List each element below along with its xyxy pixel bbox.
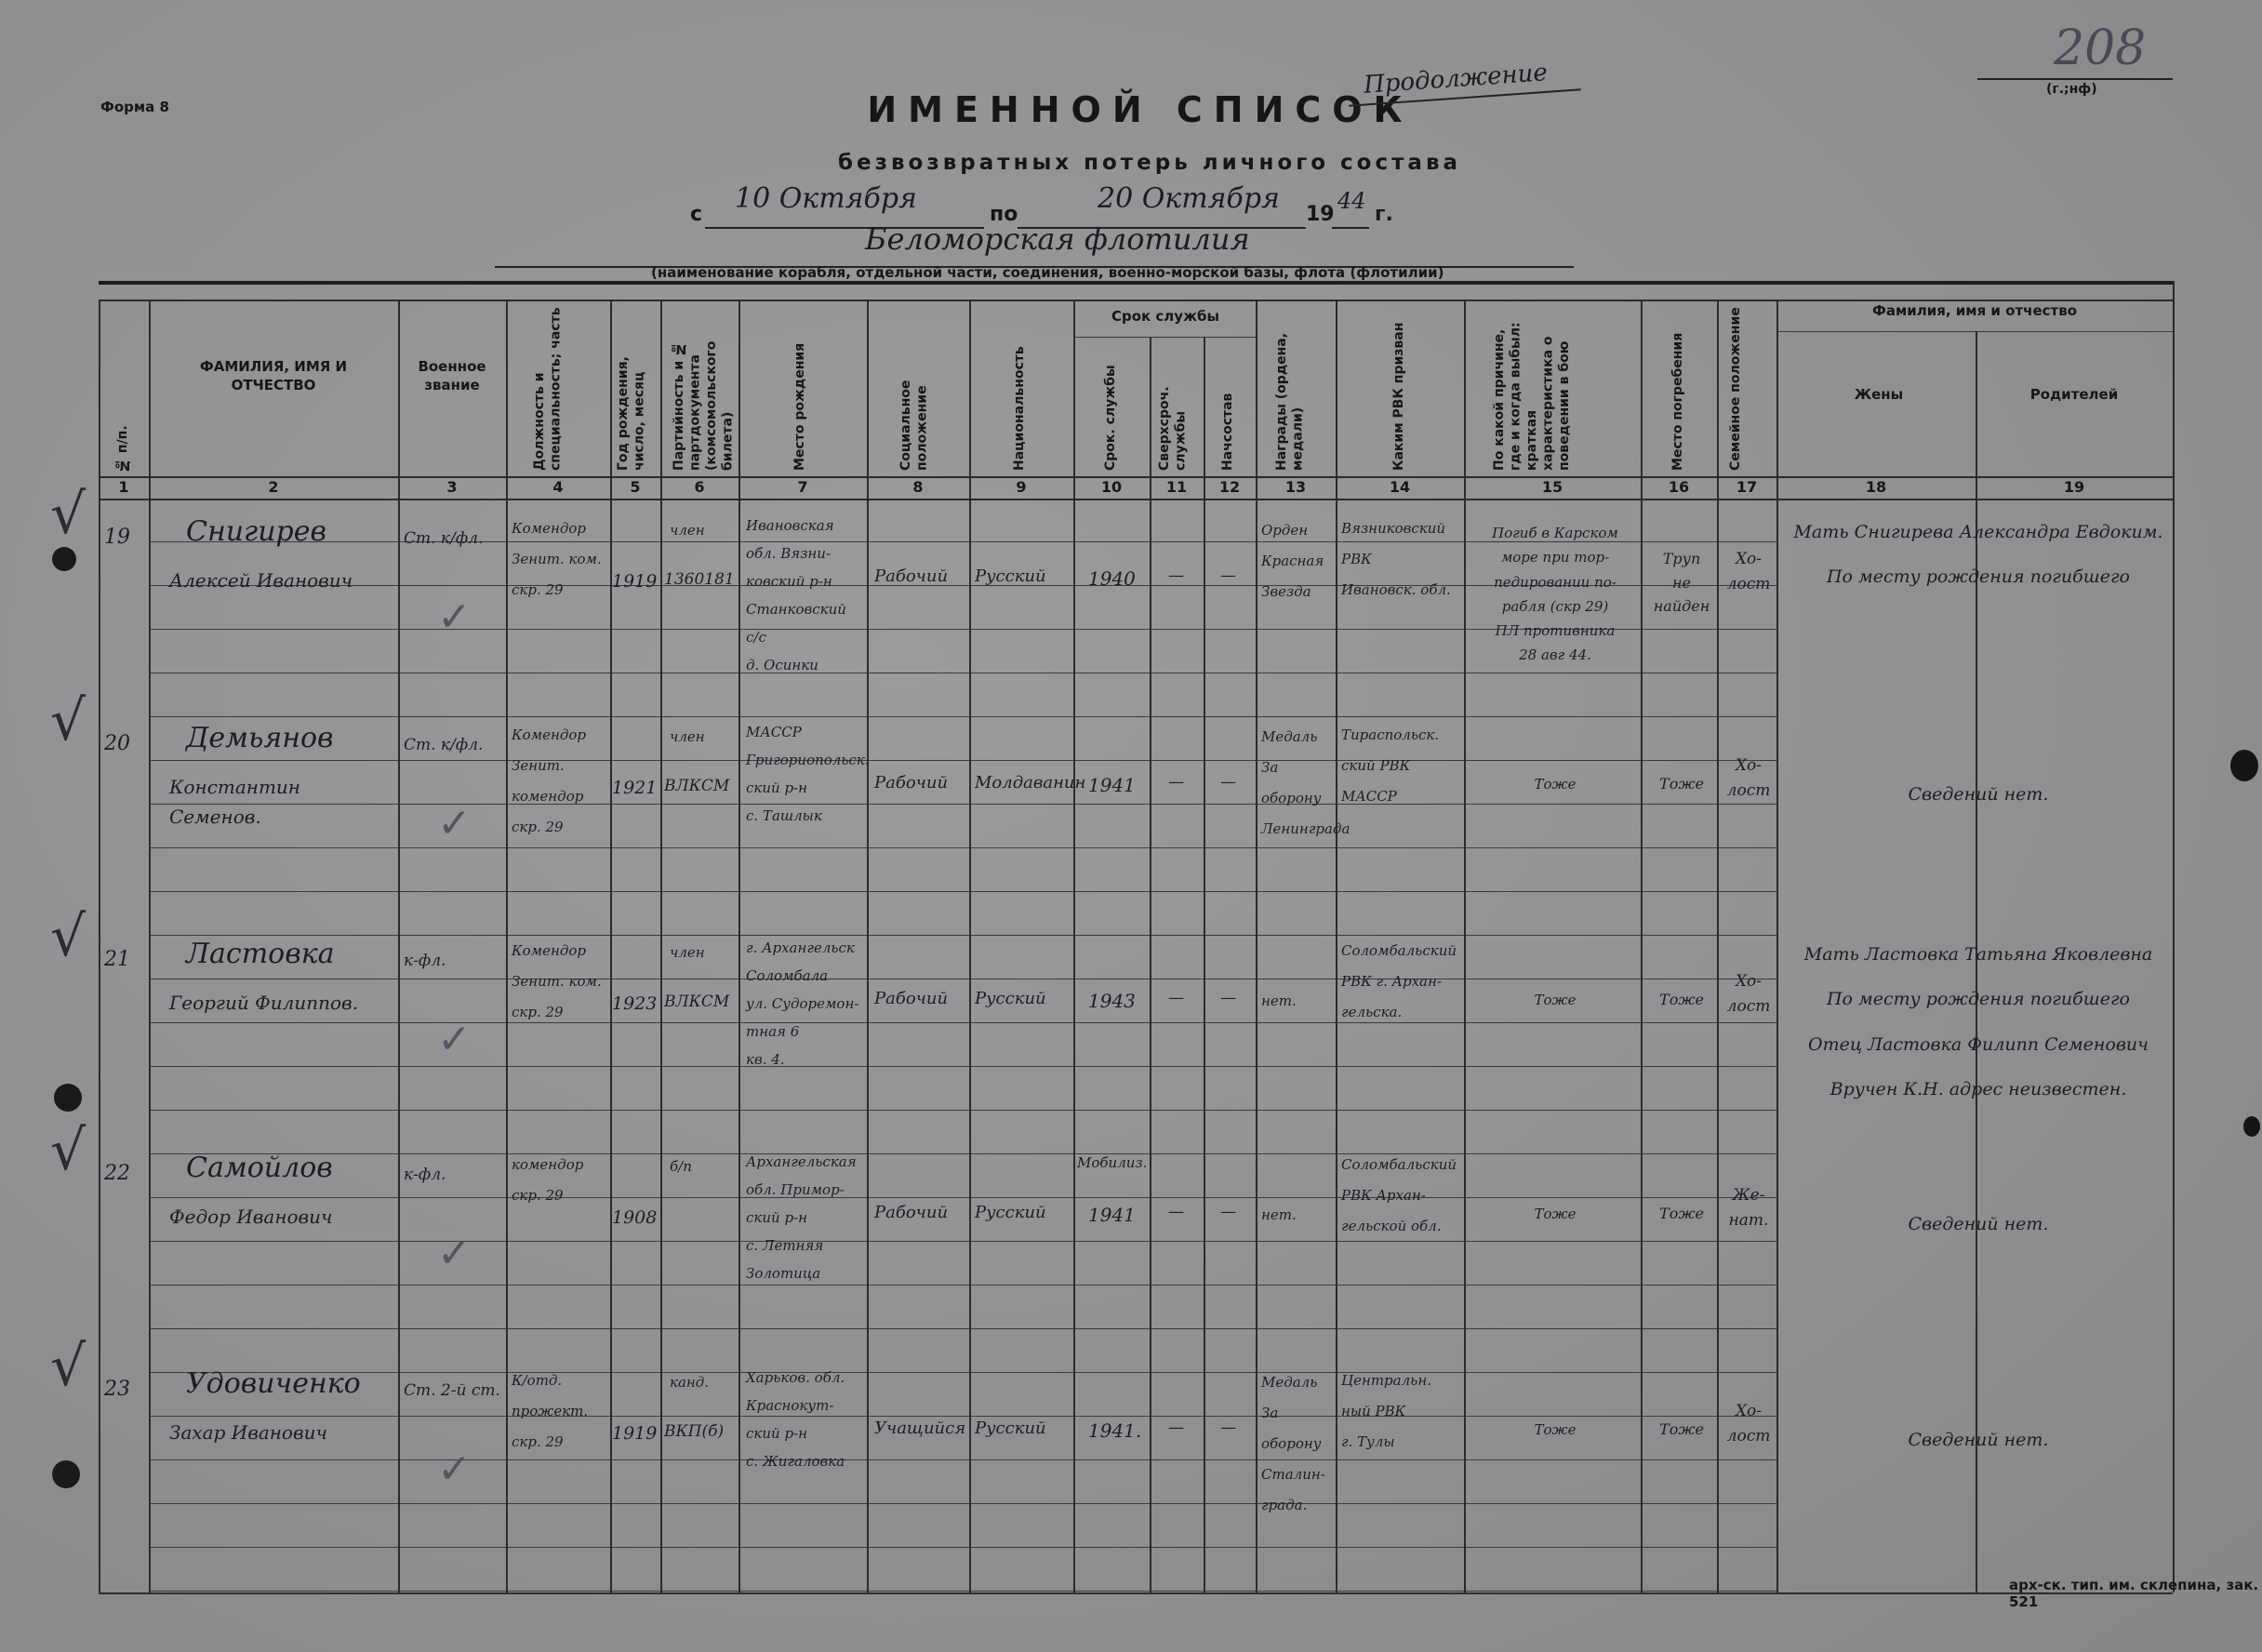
column-number: 2: [268, 478, 279, 496]
row-social: Рабочий: [874, 1203, 949, 1222]
row-reason: Тоже: [1534, 1421, 1577, 1438]
document-title: ИМЕННОЙ СПИСОК: [867, 89, 1414, 130]
year-end: г.: [1375, 203, 1393, 226]
row-awards: Орден Красная Звезда: [1261, 522, 1324, 600]
row-term: 1941: [1088, 1204, 1136, 1226]
row-nationality: Русский: [975, 1419, 1046, 1438]
row-rvk: Центральн. ный РВК г. Тулы: [1341, 1372, 1431, 1450]
row-birth-year: 1921: [612, 778, 658, 798]
check-mark-icon: √: [50, 1334, 86, 1399]
row-nationality: Русский: [975, 1203, 1046, 1222]
column-number: 8: [912, 478, 924, 496]
check-mark-icon: √: [50, 688, 86, 753]
ruling-line: [149, 1285, 1776, 1286]
column-number: 5: [630, 478, 641, 496]
row-rank: Ст. 2-й ст.: [404, 1381, 500, 1400]
check-mark-icon: √: [50, 482, 86, 547]
row-name: Федор Иванович: [169, 1206, 333, 1228]
year-suffix: 44: [1337, 188, 1366, 214]
printer-imprint: арх-ск. тип. им. склепина, зак. 521: [2009, 1577, 2259, 1610]
column-number: 6: [694, 478, 705, 496]
header-family: Семейное положение: [1728, 307, 1743, 471]
service-group-line: [1073, 337, 1256, 338]
from-date: 10 Октября: [735, 182, 917, 215]
header-overterm: Сверхсроч. службы: [1157, 386, 1189, 471]
row-name: Захар Иванович: [169, 1421, 327, 1444]
row-term: 1943: [1088, 990, 1136, 1012]
row-awards: Медаль За оборону Ленинграда: [1261, 728, 1351, 837]
to-date: 20 Октября: [1098, 182, 1280, 215]
header-no: № п/п.: [115, 425, 130, 473]
ruling-line: [149, 1591, 1776, 1592]
row-surname: Ластовка: [186, 938, 335, 970]
row-overterm: —: [1168, 989, 1184, 1007]
row-surname: Снигирев: [186, 515, 326, 548]
row-number: 20: [104, 732, 130, 755]
header-service-group: Срок службы: [1111, 308, 1220, 325]
row-surname: Демьянов: [186, 722, 334, 754]
verification-tick-icon: ✓: [437, 800, 472, 847]
row-birthplace: Ивановская обл. Вязни- ковский р-н Станковский с/с д. Осинки: [746, 517, 846, 673]
row-social: Рабочий: [874, 566, 949, 586]
row-party-2: 1360181: [664, 570, 735, 589]
row-birthplace: МАССР Григориопольск. ский р-н с. Ташлык: [746, 724, 870, 824]
column-number: 1: [118, 478, 129, 496]
header-birthplace: Место рождения: [792, 342, 807, 471]
continuation-note: Продолжение: [1363, 59, 1549, 100]
row-family-status: Хо- лост: [1726, 1402, 1771, 1446]
row-family-status: Хо- лост: [1726, 972, 1771, 1017]
row-party-1: член: [670, 522, 705, 539]
row-reason: Погиб в Карском море при тор- педировании по- рабля (скр 29) ПЛ противника 28 авг 44.: [1492, 525, 1618, 664]
header-command: Начсостав: [1220, 393, 1235, 471]
column-number: 13: [1284, 478, 1307, 496]
row-burial: Труп не найден: [1653, 550, 1710, 616]
table-top-border: [99, 281, 2173, 285]
column-number: 16: [1668, 478, 1690, 496]
ruling-line: [149, 760, 1776, 761]
row-position: К/отд. прожект. скр. 29: [512, 1372, 589, 1450]
unit-caption: (наименование корабля, отдельной части, соединения, военно-морской базы, флота (флотилии): [651, 264, 1444, 281]
row-surname: Самойлов: [186, 1152, 333, 1184]
row-overterm: —: [1168, 566, 1184, 585]
ruling-line: [149, 1328, 1776, 1329]
row-term: 1941.: [1088, 1419, 1142, 1442]
row-rvk: Вязниковский РВК Ивановск. обл.: [1341, 520, 1451, 598]
punch-hole: [54, 1084, 82, 1112]
header-wife: Жены: [1854, 386, 1904, 403]
row-party-1: б/п: [670, 1158, 692, 1175]
ink-blot: [2243, 1116, 2260, 1137]
header-parents: Родителей: [2029, 386, 2119, 403]
row-birthplace: Харьков. обл. Краснокут- ский р-н с. Жигаловка: [746, 1369, 845, 1470]
row-surname: Удовиченко: [186, 1367, 361, 1400]
column-number: 11: [1165, 478, 1188, 496]
header-party: Партийность и № партдокумента (комсомольского билета): [672, 340, 736, 471]
col-line: [1204, 337, 1205, 1592]
row-command: —: [1220, 989, 1236, 1007]
header-term: Срок. службы: [1103, 365, 1118, 471]
family-group-line: [1776, 331, 2173, 332]
table-bottom-border: [99, 1592, 2173, 1594]
column-number: 3: [446, 478, 458, 496]
row-party-1: член: [670, 944, 705, 961]
verification-tick-icon: ✓: [437, 593, 472, 641]
row-nationality: Молдаванин: [975, 773, 1086, 793]
row-rvk: Тираспольск. ский РВК МАССР: [1341, 726, 1440, 805]
row-position: Комендор Зенит. ком. скр. 29: [512, 520, 602, 598]
ruling-line: [149, 1110, 1776, 1111]
punch-hole: [52, 547, 76, 571]
page-number: 208: [2054, 20, 2147, 76]
row-parents: Сведений нет.: [1908, 1214, 2049, 1234]
row-awards: нет.: [1261, 993, 1297, 1009]
row-awards: нет.: [1261, 1206, 1297, 1223]
row-family-status: Же- нат.: [1728, 1186, 1769, 1231]
ruling-line: [149, 716, 1776, 717]
header-burial: Место погребения: [1670, 332, 1685, 471]
row-burial: Тоже: [1659, 1205, 1704, 1222]
year-prefix: 19: [1306, 203, 1335, 226]
row-birth-year: 1919: [612, 1423, 658, 1444]
verification-tick-icon: ✓: [437, 1446, 472, 1493]
row-birth-year: 1908: [612, 1207, 658, 1228]
row-party-2: ВЛКСМ: [664, 993, 730, 1011]
row-rank: к-фл.: [404, 1166, 446, 1184]
row-term-note: Мобилиз.: [1077, 1154, 1148, 1171]
row-number: 21: [104, 948, 130, 971]
row-reason: Тоже: [1534, 992, 1577, 1008]
row-position: Комендор Зенит. ком. скр. 29: [512, 942, 602, 1020]
row-command: —: [1220, 1419, 1236, 1437]
column-number: 9: [1016, 478, 1027, 496]
ruling-line: [149, 847, 1776, 848]
col-line: [1150, 337, 1151, 1592]
punch-hole: [52, 1460, 80, 1488]
ruling-line: [149, 935, 1776, 936]
header-awards: Награды (ордена, медали): [1274, 332, 1306, 471]
row-burial: Тоже: [1659, 775, 1704, 793]
row-overterm: —: [1168, 1419, 1184, 1437]
ruling-line: [149, 1241, 1776, 1242]
header-nationality: Национальность: [1012, 346, 1027, 471]
row-party-1: канд.: [670, 1374, 710, 1391]
row-rank: к-фл.: [404, 952, 446, 970]
row-term: 1940: [1088, 567, 1136, 590]
ruling-line: [149, 1547, 1776, 1548]
column-number: 19: [2063, 478, 2085, 496]
row-number: 22: [104, 1162, 130, 1185]
column-number: 12: [1218, 478, 1241, 496]
row-social: Учащийся: [874, 1419, 966, 1438]
check-mark-icon: √: [50, 904, 86, 969]
row-nationality: Русский: [975, 989, 1046, 1008]
header-family-group: Фамилия, имя и отчество: [1871, 302, 2078, 319]
row-party-2: ВКП(б): [664, 1422, 725, 1441]
column-number: 18: [1865, 478, 1887, 496]
row-number: 23: [104, 1378, 130, 1401]
row-birth-year: 1919: [612, 571, 658, 592]
row-nationality: Русский: [975, 566, 1046, 586]
row-number: 19: [104, 526, 130, 549]
row-social: Рабочий: [874, 773, 949, 793]
row-birthplace: Архангельская обл. Примор- ский р-н с. Летняя Золотица: [746, 1153, 857, 1282]
page-code: (г.;нф): [2046, 82, 2097, 97]
column-number: 17: [1736, 478, 1758, 496]
from-prefix: с: [690, 203, 703, 226]
header-birth: Год рождения, число, месяц: [616, 356, 647, 471]
column-number: 15: [1541, 478, 1563, 496]
row-overterm: —: [1168, 773, 1184, 792]
ruling-line: [149, 1197, 1776, 1198]
header-fio: ФАМИЛИЯ, ИМЯ И ОТЧЕСТВО: [199, 358, 348, 394]
row-rank: Ст. к/фл.: [404, 529, 484, 548]
col-line: [2173, 281, 2175, 1592]
check-mark-icon: √: [50, 1118, 86, 1183]
header-reason: По какой причине, где и когда выбыл: краткая характеристика о поведении в бою: [1492, 322, 1572, 471]
ruling-line: [149, 891, 1776, 892]
ruling-line: [149, 1153, 1776, 1154]
row-family-status: Хо- лост: [1726, 550, 1771, 594]
ruling-line: [149, 1459, 1776, 1460]
row-parents: Сведений нет.: [1908, 784, 2049, 805]
row-command: —: [1220, 773, 1236, 792]
ruling-line: [149, 1066, 1776, 1067]
ink-blot: [2230, 750, 2258, 781]
row-birthplace: г. Архангельск Соломбала ул. Судоремон- тная 6 кв. 4.: [746, 939, 859, 1068]
ruling-line: [149, 1022, 1776, 1023]
row-social: Рабочий: [874, 989, 949, 1008]
row-family-status: Хо- лост: [1726, 756, 1771, 801]
unit-name: Беломорская флотилия: [865, 221, 1250, 257]
row-burial: Тоже: [1659, 991, 1704, 1008]
ruling-line: [149, 1372, 1776, 1373]
row-rank: Ст. к/фл.: [404, 736, 484, 754]
row-rvk: Соломбальский РВК Архан- гельской обл.: [1341, 1156, 1457, 1234]
row-name: Алексей Иванович: [169, 569, 353, 592]
ruling-line: [149, 1503, 1776, 1504]
row-party-2: ВЛКСМ: [664, 777, 730, 795]
column-number: 10: [1100, 478, 1123, 496]
year-line: [1332, 227, 1369, 229]
row-name: Константин Семенов.: [169, 776, 300, 828]
row-awards: Медаль За оборону Сталин- града.: [1261, 1374, 1325, 1513]
row-position: комендор скр. 29: [512, 1156, 584, 1204]
row-party-1: член: [670, 728, 705, 745]
row-reason: Тоже: [1534, 1206, 1577, 1222]
row-name: Георгий Филиппов.: [169, 992, 359, 1014]
row-burial: Тоже: [1659, 1420, 1704, 1438]
form-number: Форма 8: [100, 99, 169, 115]
row-parents: Мать Ластовка Татьяна Яковлевна По месту рождения погибшего Отец Ластовка Филипп Семенович Вручен К.Н. адрес неизвестен.: [1803, 944, 2153, 1100]
header-social: Социальное положение: [898, 380, 930, 471]
column-number: 7: [797, 478, 808, 496]
header-rvk: Каким РВК призван: [1391, 322, 1406, 471]
header-position: Должность и специальность; часть: [532, 307, 564, 471]
row-reason: Тоже: [1534, 776, 1577, 793]
row-command: —: [1220, 1203, 1236, 1221]
row-parents: Сведений нет.: [1908, 1430, 2049, 1450]
verification-tick-icon: ✓: [437, 1016, 472, 1063]
header-rank: Военное звание: [418, 358, 486, 394]
column-number: 14: [1389, 478, 1411, 496]
document-subtitle: безвозвратных потерь личного состава: [837, 151, 1462, 175]
row-parents: Мать Снигирева Александра Евдоким. По месту рождения погибшего: [1793, 522, 2163, 588]
row-position: Комендор Зенит. комендор скр. 29: [512, 726, 586, 835]
to-prefix: по: [990, 203, 1018, 226]
row-command: —: [1220, 566, 1236, 585]
row-rvk: Соломбальский РВК г. Архан- гельска.: [1341, 942, 1457, 1020]
row-term: 1941: [1088, 774, 1136, 796]
column-number: 4: [552, 478, 564, 496]
row-birth-year: 1923: [612, 993, 658, 1014]
row-overterm: —: [1168, 1203, 1184, 1221]
verification-tick-icon: ✓: [437, 1230, 472, 1277]
number-row-bottom-line: [99, 499, 2173, 500]
page-number-line: [1977, 78, 2173, 80]
